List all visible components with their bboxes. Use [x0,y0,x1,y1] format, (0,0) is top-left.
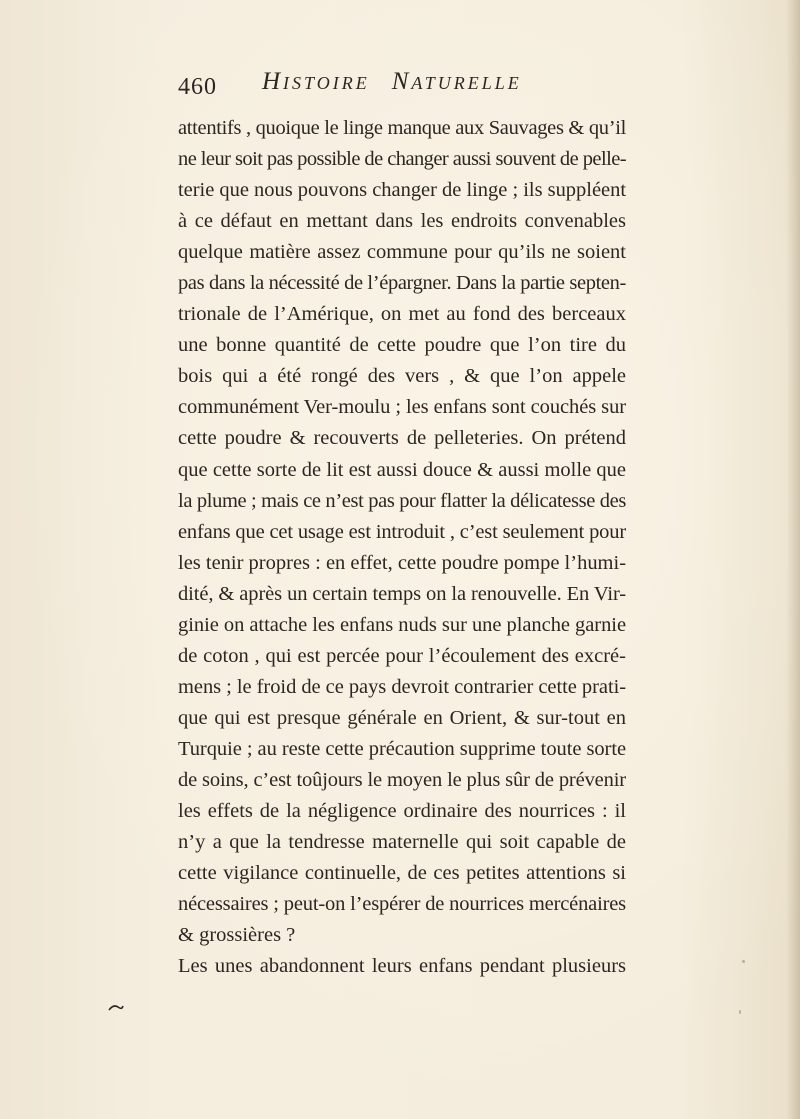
text-line: cette vigilance continuelle, de ces petites attentions si [178,862,626,885]
text-line: nécessaires ; peut-on l’espérer de nourrices mercénaires [178,893,626,916]
running-title-word-2: Naturelle [391,68,522,95]
text-line: une bonne quantité de cette poudre que l’on tire du [178,334,626,357]
paper-speck [739,1010,741,1014]
text-line: cette poudre & recouverts de pelleteries. On prétend [178,427,626,450]
text-line: à ce défaut en mettant dans les endroits convenables [178,210,626,233]
text-line: ne leur soit pas possible de changer aussi souvent de pelle- [178,148,627,171]
text-line: terie que nous pouvons changer de linge ; ils suppléent [178,179,626,202]
text-line: trionale de l’Amérique, on met au fond des berceaux [178,303,626,326]
text-line: n’y a que la tendresse maternelle qui soit capable de [178,831,626,854]
ink-mark-icon [108,1004,124,1012]
text-line: bois qui a été rongé des vers , & que l’on appele [178,365,626,388]
text-line: les effets de la négligence ordinaire des nourrices : il [178,800,626,823]
body-text [178,113,626,982]
running-title-word-1: Histoire [262,68,370,95]
running-title [262,68,522,96]
text-line: que qui est presque générale en Orient, & sur-tout en [178,706,626,729]
text-line: Turquie ; au reste cette précaution supprime toute sorte [178,737,627,760]
text-line-paragraph-start: Les unes abandonnent leurs enfans pendant plusieurs [178,955,626,978]
text-line: la plume ; mais ce n’est pas pour flatter la délicatesse des [178,489,627,512]
page-number: 460 [178,74,217,100]
text-line: dité, & après un certain temps on la renouvelle. En Vir- [178,582,626,605]
text-line: ginie on attache les enfans nuds sur une planche garnie [178,613,627,636]
running-header [178,68,638,108]
text-line: enfans que cet usage est introduit , c’est seulement pour [178,520,626,543]
text-line: de soins, c’est toûjours le moyen le plus sûr de prévenir [178,768,626,791]
text-line: attentifs , quoique le linge manque aux Sauvages & qu’il [178,117,626,139]
text-line: mens ; le froid de ce pays devroit contrarier cette prati- [178,675,627,698]
paper-speck [742,960,745,963]
text-line: communément Ver-moulu ; les enfans sont couchés sur [178,396,626,419]
text-line: que cette sorte de lit est aussi douce & aussi molle que [178,458,626,481]
text-line: les tenir propres : en effet, cette poudre pompe l’humi- [178,551,627,574]
text-line: quelque matière assez commune pour qu’ils ne soient [178,241,626,264]
text-line-paragraph-end: & grossières ? [178,924,296,947]
page-edge-shadow [786,0,800,1119]
text-line: de coton , qui est percée pour l’écoulement des excré- [178,644,626,667]
text-line: pas dans la nécessité de l’épargner. Dans la partie septen- [178,272,626,295]
